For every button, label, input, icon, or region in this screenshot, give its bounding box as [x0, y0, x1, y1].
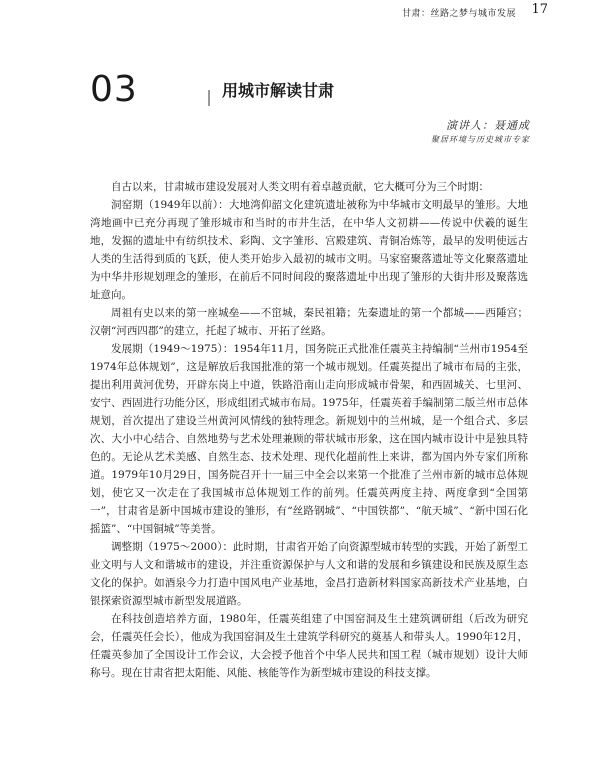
paragraph: 洞窑期（1949年以前）：大地湾仰韶文化建筑遗址被称为中华城市文明最早的雏形。大地湾地画中已充分再现了雏形城市和当时的市井生活，在中华人文初耕——传说中伏羲的诞生地，发掘的遗址中有纺织技术、彩陶、文字雏形、宫殿建筑、青铜冶炼等，最早的发明使远古人类的生活得到质的飞跃，使人类开始步入最初的城市文明。马家窑聚落遗址等文化聚落遗址为中华井形规划理念的雏形，在前后不同时间段的聚落遗址中出现了雏形的大街井形及聚落选址意向。 — [90, 199, 528, 301]
article-body — [90, 178, 528, 682]
chapter-number: 03 — [90, 69, 138, 110]
paragraph: 自古以来，甘肃城市建设发展对人类文明有着卓越贡献，它大概可分为三个时期： — [111, 181, 489, 193]
paragraph: 调整期（1975～2000）：此时期，甘肃省开始了向资源型城市转型的实践，开始了新型工业文明与人文和谐城市的建设，并注重资源保护与人文和谐的发展和乡镇建设和民族及原生态文化的保护。如酒泉今力打造中国风电产业基地，金昌打造新材料国家高新技术产业基地，白银探索资源型城市新型发展道路。 — [90, 541, 528, 607]
page-number: 17 — [531, 2, 548, 17]
chapter-divider — [208, 90, 210, 106]
running-header: 甘肃：丝路之梦与城市发展 — [401, 9, 516, 19]
lecturer-affiliation: 聚居环境与历史城市专家 — [431, 135, 530, 144]
chapter-title: 用城市解读甘肃 — [222, 81, 335, 100]
lecturer-name: 演讲人：聂通成 — [446, 119, 530, 132]
paragraph: 周祖有史以来的第一座城垒——不窋城，秦民祖籍；先秦遗址的第一个都城——西陲宫；汉朝“河西四郡”的建立，托起了城市、开拓了丝路。 — [90, 307, 528, 337]
paragraph: 在科技创造培养方面，1980年，任震英组建了中国窑洞及生土建筑调研组（后改为研究会，任震英任会长），他成为我国窑洞及生土建筑学科研究的奠基人和带头人。1990年12月，任震英参加了全国设计工作会议，大会授予他首个中华人民共和国工程（城市规划）设计大师称号。现在甘肃省把太阳能、风能、核能等作为新型城市建设的科技支撑。 — [90, 613, 528, 679]
byline — [431, 118, 530, 146]
paragraph: 发展期（1949～1975）：1954年11月，国务院正式批准任震英主持编制“兰州市1954至1974年总体规划”，这是解放后我国批准的第一个城市规划。任震英提出了城市布局的主张，提出利用黄河优势，开辟东岗上中道，铁路沿南山走向形成城市骨架，和西固城关、七里河、安宁、西固进行功能分区，形成组团式城市布局。1975年，任震英着手编制第二版兰州市总体规划，首次提出了建设兰州黄河风情线的独特理念。新规划中的兰州城，是一个组合式、多层次、大小中心结合、自然地势与艺术处理兼顾的带状城市形象，这在国内城市设计中是独具特色的。无论从艺术美感、自然生态、技术处理、现代化超前性上来讲，都为国内外专家们所称道。1979年10月29日，国务院召开十一届三中全会以来第一个批准了兰州市新的城市总体规划，使它又一次走在了我国城市总体规划工作的前列。任震英两度主持、两度拿到“全国第一”，甘肃省是新中国城市建设的雏形，有“丝路钢城”、“中国铁都”、“航天城”、“新中国石化摇篮”、“中国铜城”等美誉。 — [90, 343, 528, 535]
